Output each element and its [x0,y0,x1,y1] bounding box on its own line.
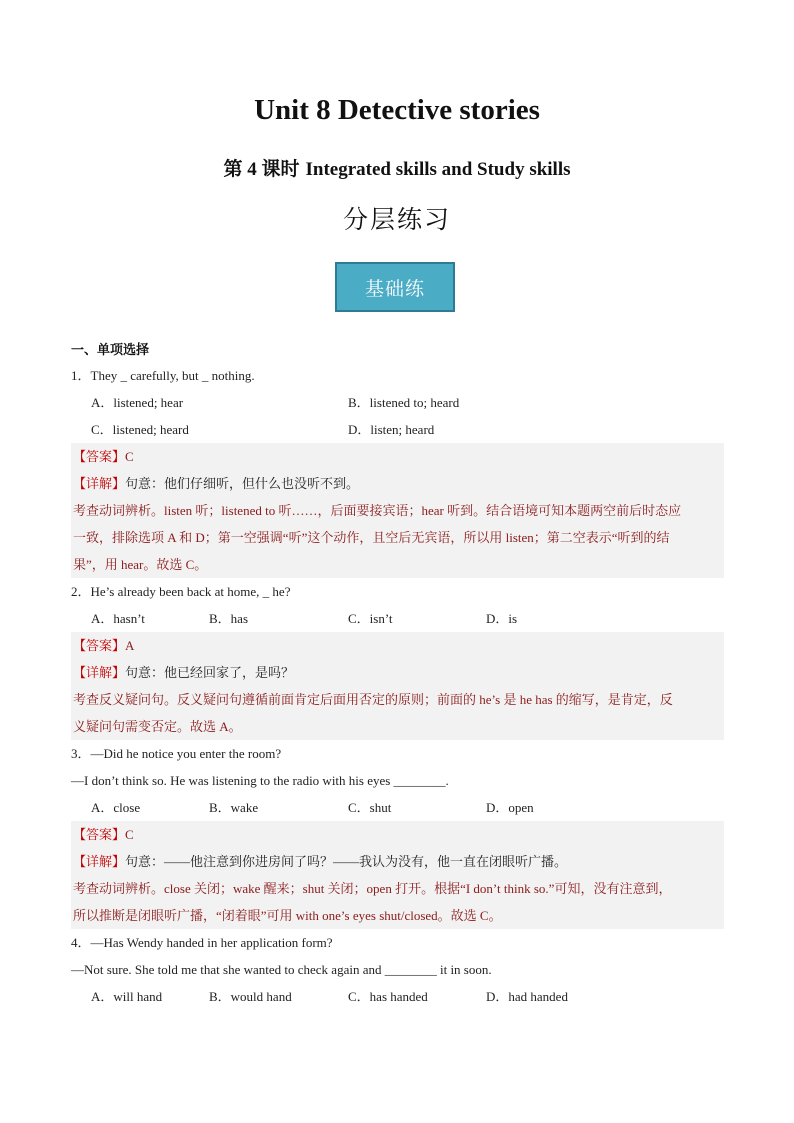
option-d: D．is [486,611,518,626]
lesson-topic: Integrated skills and Study skills [305,159,571,180]
lesson-subtitle [0,154,794,181]
answer-tag: 【答案】 [73,638,126,653]
detail-tag: 【详解】 [73,665,126,680]
question-stem: —I don’t think so. He was listening to the radio with his eyes ________. [71,773,449,788]
detail-line: 考查动词辨析。listen 听；listened to 听……，后面要接宾语；hear 听到。结合语境可知本题两空前后时态应 [73,503,682,518]
option-row [71,794,724,821]
option-b: B．wake [209,800,259,815]
option-row [71,605,724,632]
option-row [71,389,724,416]
detail-line: 所以推断是闭眼听广播，“闭着眼”可用 with one’s eyes shut/closed。故选 C。 [73,908,502,923]
detail-translation: 句意：他已经回家了，是吗？ [125,665,295,680]
detail-line: 义疑问句需变否定。故选 A。 [73,719,242,734]
detail-line: 一致，排除选项 A 和 D；第一空强调“听”这个动作，且空后无宾语，所以用 listen；第二空表示“听到的结 [73,530,670,545]
option-b: B．would hand [209,989,292,1004]
answer-value: A [125,638,135,653]
option-a: A．hasn’t [91,611,145,626]
answer-block [71,821,724,929]
option-row [71,416,724,443]
detail-line: 考查反义疑问句。反义疑问句遵循前面肯定后面用否定的原则；前面的 he’s 是 he has 的缩写，是肯定，反 [73,692,673,707]
exercise-content [71,338,724,1010]
question-stem: 2．He’s already been back at home, _ he? [71,584,291,599]
detail-tag: 【详解】 [73,476,126,491]
answer-block [71,632,724,740]
answer-value: C [125,449,134,464]
lesson-number: 第 4 课时 [223,159,300,180]
detail-line: 果”，用 hear。故选 C。 [73,557,208,572]
option-b: B．has [209,611,249,626]
option-d: D．open [486,800,534,815]
layer-title: 分层练习 [342,207,451,234]
option-row [71,983,724,1010]
detail-tag: 【详解】 [73,854,126,869]
answer-tag: 【答案】 [73,449,126,464]
option-c: C．isn’t [348,611,393,626]
basic-practice-badge: 基础练 [335,262,455,312]
question-stem: —Not sure. She told me that she wanted to check again and ________ it in soon. [71,962,492,977]
question-stem: 4．—Has Wendy handed in her application form? [71,935,333,950]
question-stem: 1．They _ carefully, but _ nothing. [71,368,255,383]
option-c: C．shut [348,800,392,815]
answer-block [71,443,724,578]
answer-tag: 【答案】 [73,827,126,842]
detail-line: 考查动词辨析。close 关闭；wake 醒来；shut 关闭；open 打开。根据“I don’t think so.”可知，没有注意到， [73,881,672,896]
detail-translation: 句意：他们仔细听，但什么也没听不到。 [125,476,360,491]
option-d: D．listen; heard [348,422,435,437]
answer-value: C [125,827,134,842]
document-title: Unit 8 Detective stories [254,94,540,126]
option-c: C．has handed [348,989,428,1004]
question-stem: 3．—Did he notice you enter the room? [71,746,282,761]
detail-translation: 句意：——他注意到你进房间了吗？——我认为没有，他一直在闭眼听广播。 [125,854,568,869]
option-b: B．listened to; heard [348,395,460,410]
option-a: A．listened; hear [91,395,184,410]
option-a: A．will hand [91,989,163,1004]
option-a: A．close [91,800,141,815]
option-d: D．had handed [486,989,568,1004]
section-title: 一、单项选择 [71,342,150,357]
option-c: C．listened; heard [91,422,189,437]
